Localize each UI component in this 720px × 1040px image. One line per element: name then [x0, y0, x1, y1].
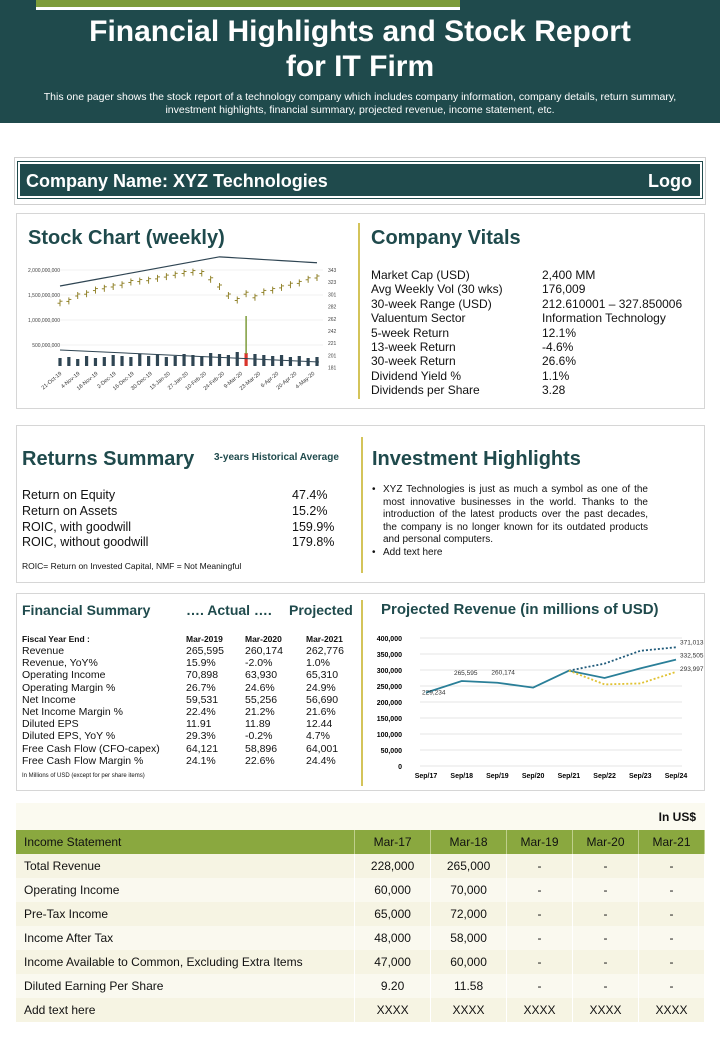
financial-value: 24.6%: [245, 681, 275, 694]
projected-revenue-chart: [364, 628, 704, 784]
financial-label: Free Cash Flow (CFO-capex): [22, 742, 160, 755]
table-cell: XXXX: [573, 998, 639, 1022]
financial-value: 29.3%: [186, 730, 216, 743]
table-cell: 72,000: [431, 902, 507, 926]
vitals-value: 3.28: [542, 383, 566, 398]
panel-divider: [358, 223, 360, 399]
company-logo: Logo: [648, 171, 692, 191]
left-axis-label: 500,000,000: [32, 343, 60, 349]
y-tick-label: 400,000: [376, 636, 402, 643]
financial-label: Net Income Margin %: [22, 706, 123, 718]
table-cell: XXXX: [638, 998, 704, 1022]
financial-value: 24.9%: [306, 681, 336, 694]
list-item: • XYZ Technologies is just as much a symbol as one of the most innovative businesses in the world. Thanks to the introduction of the latest products over the past decades, the company is no longer known for its outdated products and personal computers.: [372, 484, 648, 547]
vitals-value: 176,009: [542, 282, 586, 297]
table-row: [16, 974, 705, 998]
x-tick-label: Sep/21: [557, 773, 581, 780]
income-unit-band: [16, 803, 705, 830]
financial-header-cell: Mar-2020: [245, 634, 282, 644]
right-axis-label: 201: [328, 353, 337, 360]
page-header: [0, 0, 720, 123]
vitals-label: 30-week Range (USD): [371, 296, 492, 311]
table-row-label: Income Available to Common, Excluding Extra Items: [16, 950, 355, 974]
vitals-label: Avg Weekly Vol (30 wks): [371, 282, 503, 297]
vitals-value: 26.6%: [542, 354, 577, 369]
table-cell: -: [638, 878, 704, 902]
date-tick-label: 10-Feb-20: [184, 370, 208, 392]
y-tick-label: 300,000: [376, 668, 402, 675]
left-axis-label: 2,000,000,000: [28, 268, 60, 274]
data-label: 260,174: [491, 669, 515, 677]
table-cell: -: [638, 926, 704, 950]
date-tick-label: 24-Feb-20: [202, 370, 226, 392]
volume-bar: [103, 357, 106, 366]
table-row: [16, 878, 705, 902]
table-row: [16, 902, 705, 926]
table-cell: XXXX: [355, 998, 431, 1022]
financial-header-cell: Fiscal Year End :: [22, 634, 90, 644]
left-axis-label: 1,000,000,000: [28, 318, 60, 324]
volume-bar: [262, 355, 265, 366]
financial-value: 11.91: [186, 718, 212, 731]
table-cell: 60,000: [355, 878, 431, 902]
data-label: 229,234: [422, 689, 446, 697]
table-cell: -: [573, 974, 639, 998]
table-cell: -: [573, 950, 639, 974]
returns-row: [22, 488, 342, 503]
volume-bar: [165, 357, 168, 366]
actual-label: …. Actual ….: [186, 602, 272, 618]
table-cell: -: [507, 926, 573, 950]
y-tick-label: 250,000: [376, 684, 402, 691]
financial-value: 65,310: [306, 669, 339, 682]
x-tick-label: Sep/24: [664, 773, 688, 780]
right-axis-label: 181: [328, 365, 337, 372]
volume-bar: [58, 358, 61, 366]
vitals-label: Valuentum Sector: [371, 311, 466, 326]
returns-subtitle: 3-years Historical Average: [214, 452, 339, 463]
financial-label: Diluted EPS: [22, 718, 79, 731]
returns-value: 179.8%: [292, 535, 335, 550]
date-tick-label: 4-Nov-19: [60, 370, 82, 391]
table-cell: -: [573, 902, 639, 926]
volume-bar: [174, 356, 177, 366]
date-tick-label: 2-Dec-19: [96, 370, 118, 391]
returns-value: 15.2%: [292, 503, 328, 518]
table-cell: -: [638, 902, 704, 926]
financial-value: 59,531: [186, 693, 219, 706]
table-cell: -: [507, 854, 573, 878]
volume-bar: [271, 356, 274, 366]
financial-value: 22.6%: [245, 754, 275, 767]
returns-row: [22, 520, 342, 535]
table-cell: -: [638, 974, 704, 998]
right-axis-label: 282: [328, 304, 337, 311]
financial-value: 55,256: [245, 693, 278, 706]
table-cell: 265,000: [431, 854, 507, 878]
stock-chart-title: Stock Chart (weekly): [28, 227, 225, 249]
vitals-label: Market Cap (USD): [371, 268, 470, 282]
financial-footnote: In Millions of USD (except for per share items): [22, 773, 145, 779]
vitals-label: Dividend Yield %: [371, 368, 462, 383]
financial-value: 56,690: [306, 693, 339, 706]
vitals-value: 2,400 MM: [542, 268, 596, 282]
financial-value: 265,595: [186, 645, 224, 657]
x-tick-label: Sep/20: [521, 773, 545, 780]
list-item: • Add text here: [372, 547, 648, 560]
financial-label: Diluted EPS, YoY %: [22, 730, 116, 743]
moving-average-line: [60, 257, 317, 286]
table-row: [16, 926, 705, 950]
y-tick-label: 0: [398, 764, 402, 771]
company-name: Company Name: XYZ Technologies: [26, 171, 328, 191]
table-cell: -: [638, 950, 704, 974]
volume-bar: [67, 357, 70, 366]
table-cell: 9.20: [355, 974, 431, 998]
y-tick-label: 200,000: [376, 700, 402, 707]
financial-value: 26.7%: [186, 681, 216, 694]
financial-value: 24.4%: [306, 754, 336, 767]
table-row: [16, 854, 705, 878]
table-cell: -: [507, 902, 573, 926]
y-tick-label: 150,000: [376, 716, 402, 723]
page-subtitle: This one pager shows the stock report of a technology company which includes company information, company details, return summary, investment highlights, financial summary, projected revenue, income statement, etc.: [43, 91, 677, 116]
table-cell: -: [573, 926, 639, 950]
right-axis-label: 301: [328, 292, 337, 299]
table-cell: -: [507, 878, 573, 902]
vitals-value: -4.6%: [542, 340, 574, 354]
table-row-label: Diluted Earning Per Share: [16, 974, 355, 998]
x-tick-label: Sep/17: [414, 773, 438, 780]
panel-divider: [361, 437, 363, 573]
table-cell: 60,000: [431, 950, 507, 974]
returns-note: ROIC= Return on Invested Capital, NMF = Not Meaningful: [22, 561, 242, 571]
table-cell: -: [507, 974, 573, 998]
table-cell: 58,000: [431, 926, 507, 950]
stock-chart: [18, 262, 348, 406]
vitals-value: Information Technology: [542, 311, 666, 326]
financial-label: Revenue, YoY%: [22, 657, 98, 670]
right-axis-label: 343: [328, 268, 337, 274]
financial-value: 12.44: [306, 718, 333, 731]
returns-value: 159.9%: [292, 519, 335, 534]
table-cell: 11.58: [431, 974, 507, 998]
date-tick-label: 4-May-20: [294, 370, 317, 391]
vitals-value: 212.610001 – 327.850006: [542, 296, 683, 311]
panel-divider: [361, 600, 363, 786]
y-tick-label: 350,000: [376, 652, 402, 659]
table-row-label: Total Revenue: [16, 854, 355, 878]
header-accent-bar: [36, 0, 460, 7]
date-tick-label: 9-Mar-20: [223, 370, 244, 390]
table-row-label: Income Statement: [16, 830, 355, 854]
table-row: [16, 998, 705, 1022]
returns-row: [22, 504, 342, 519]
table-cell: 48,000: [355, 926, 431, 950]
table-cell: Mar-20: [573, 830, 639, 854]
volume-bar: [147, 356, 150, 366]
date-tick-label: 13-Jan-20: [148, 370, 172, 392]
table-cell: Mar-18: [431, 830, 507, 854]
date-tick-label: 6-Apr-20: [259, 370, 281, 390]
x-tick-label: Sep/22: [593, 773, 616, 780]
vitals-label: Dividends per Share: [371, 383, 480, 398]
date-tick-label: 21-Oct-19: [40, 370, 64, 392]
left-axis-label: 1,500,000,000: [28, 293, 60, 299]
table-cell: 228,000: [355, 854, 431, 878]
financial-value: 24.1%: [186, 754, 216, 767]
series-line: [569, 647, 676, 670]
financial-value: 64,121: [186, 742, 219, 755]
financial-label: Free Cash Flow Margin %: [22, 754, 144, 767]
financial-value: 22.4%: [186, 706, 216, 718]
returns-value: 47.4%: [292, 488, 328, 502]
income-unit: In US$: [658, 810, 696, 824]
y-tick-label: 100,000: [376, 732, 402, 739]
financial-value: 21.6%: [306, 706, 336, 718]
vitals-label: 30-week Return: [371, 354, 456, 369]
volume-bar: [120, 356, 123, 366]
volume-bar: [85, 356, 88, 366]
volume-bar: [156, 355, 159, 366]
right-axis-label: 242: [328, 329, 337, 335]
financial-value: -0.2%: [245, 730, 273, 743]
financial-value: 63,930: [245, 669, 278, 682]
financial-value: 260,174: [245, 645, 283, 657]
volume-bar: [209, 353, 212, 366]
table-cell: 47,000: [355, 950, 431, 974]
returns-row: [22, 535, 342, 550]
projected-revenue-title: Projected Revenue (in millions of USD): [381, 601, 659, 618]
financial-header-cell: Mar-2019: [186, 634, 223, 644]
returns-label: Return on Equity: [22, 488, 116, 502]
right-axis-label: 323: [328, 280, 337, 287]
investment-highlights-title: Investment Highlights: [372, 448, 581, 470]
table-row-label: Pre-Tax Income: [16, 902, 355, 926]
data-label: 371,013: [680, 639, 704, 647]
financial-value: 11.89: [245, 718, 271, 731]
financial-value: 15.9%: [186, 657, 216, 670]
investment-bullets: [372, 484, 648, 560]
vitals-value: 1.1%: [542, 368, 570, 383]
financial-label: Operating Margin %: [22, 681, 116, 694]
table-row: [16, 950, 705, 974]
table-header-row: [16, 830, 705, 854]
table-cell: -: [507, 950, 573, 974]
date-tick-label: 20-Apr-20: [275, 370, 299, 392]
volume-bar: [218, 354, 221, 366]
table-cell: Mar-17: [355, 830, 431, 854]
x-tick-label: Sep/23: [628, 773, 652, 780]
date-tick-label: 16-Dec-19: [112, 370, 136, 393]
table-row-label: Income After Tax: [16, 926, 355, 950]
volume-bar: [94, 358, 97, 366]
x-tick-label: Sep/18: [450, 773, 474, 780]
vitals-value: 12.1%: [542, 325, 577, 340]
volume-bar: [236, 352, 239, 366]
table-cell: Mar-19: [507, 830, 573, 854]
table-cell: XXXX: [507, 998, 573, 1022]
volume-bar: [289, 357, 292, 366]
right-axis-label: 221: [328, 341, 337, 348]
returns-summary-title: Returns Summary: [22, 448, 195, 470]
data-label: 332,505: [680, 652, 704, 660]
returns-label: Return on Assets: [22, 503, 118, 518]
table-cell: -: [573, 878, 639, 902]
data-label: 293,997: [680, 665, 704, 673]
date-tick-label: 30-Dec-19: [130, 370, 154, 393]
volume-bar: [76, 359, 79, 366]
financial-label: Revenue: [22, 645, 65, 657]
page-title: Financial Highlights and Stock Report for IT Firm: [89, 15, 631, 83]
right-axis-label: 262: [328, 316, 337, 323]
financial-value: 4.7%: [306, 730, 330, 743]
financial-header-cell: Mar-2021: [306, 634, 343, 644]
volume-bar: [138, 354, 141, 366]
company-vitals-title: Company Vitals: [371, 227, 521, 249]
date-tick-label: 23-Mar-20: [238, 370, 263, 392]
volume-bar: [112, 355, 115, 366]
volume-bar: [253, 354, 256, 366]
financial-value: 58,896: [245, 742, 278, 755]
company-bar: [18, 162, 702, 198]
financial-value: 64,001: [306, 742, 339, 755]
financial-value: 70,898: [186, 669, 219, 682]
projected-label: Projected: [289, 602, 353, 618]
vitals-label: 13-week Return: [371, 340, 456, 354]
date-tick-label: 18-Nov-19: [75, 370, 100, 393]
returns-label: ROIC, without goodwill: [22, 535, 149, 550]
table-row-label: Add text here: [16, 998, 355, 1022]
data-label: 265,595: [453, 670, 478, 678]
income-statement-table: [16, 830, 705, 1022]
table-cell: 70,000: [431, 878, 507, 902]
vitals-label: 5-week Return: [371, 325, 450, 340]
financial-value: -2.0%: [245, 657, 273, 670]
financial-value: 21.2%: [245, 706, 275, 718]
volume-bar: [227, 355, 230, 366]
financial-value: 1.0%: [306, 657, 330, 670]
volume-bar: [129, 357, 132, 366]
table-cell: XXXX: [431, 998, 507, 1022]
financial-value: 262,776: [306, 645, 344, 657]
returns-label: ROIC, with goodwill: [22, 519, 132, 534]
x-tick-label: Sep/19: [486, 773, 509, 780]
table-cell: -: [573, 854, 639, 878]
table-cell: 65,000: [355, 902, 431, 926]
volume-bar: [200, 356, 203, 366]
table-cell: -: [638, 854, 704, 878]
volume-bar: [245, 353, 248, 366]
table-row-label: Operating Income: [16, 878, 355, 902]
financial-summary-title: Financial Summary: [22, 602, 151, 618]
y-tick-label: 50,000: [380, 748, 402, 755]
financial-label: Net Income: [22, 693, 76, 706]
table-cell: Mar-21: [638, 830, 704, 854]
financial-label: Operating Income: [22, 669, 106, 682]
header-accent-gap: [36, 7, 460, 10]
date-tick-label: 27-Jan-20: [166, 370, 190, 392]
